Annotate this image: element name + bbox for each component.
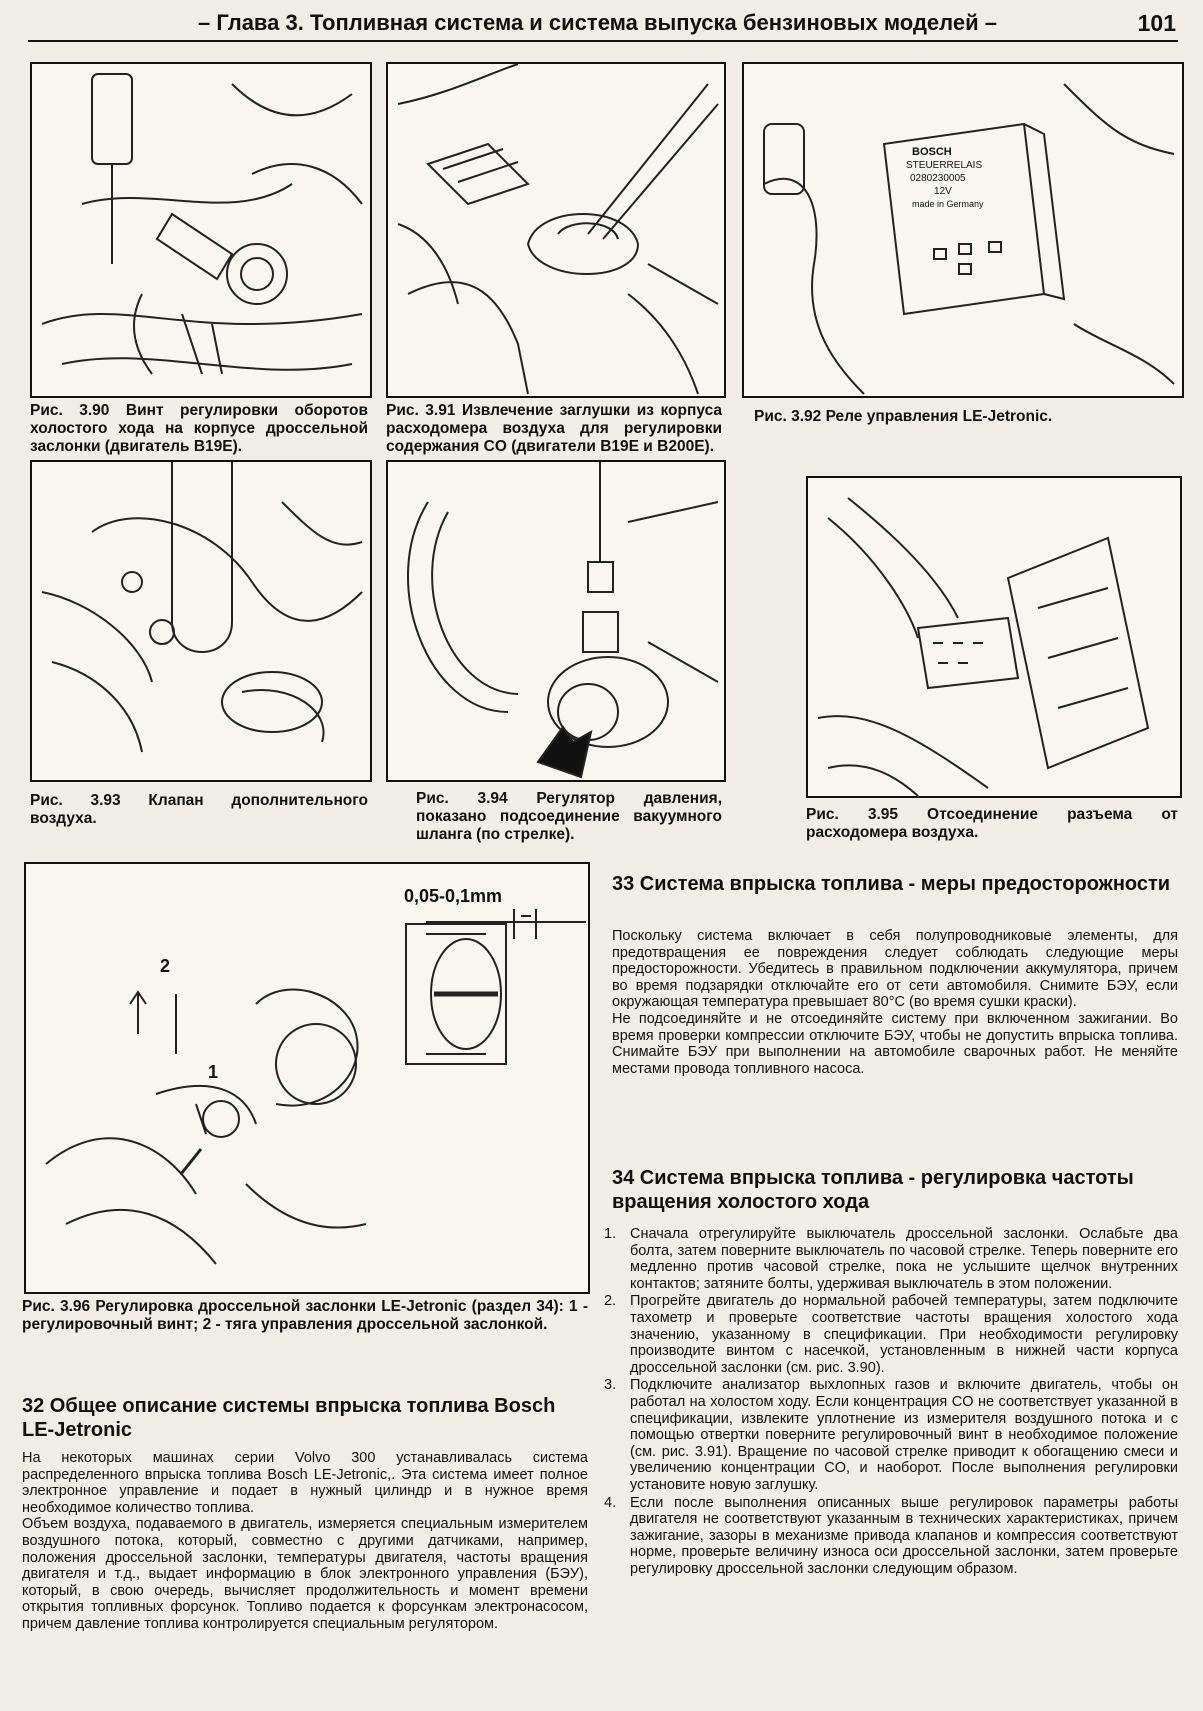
section-34-heading: 34 Система впрыска топлива - регулировка частоты вращения холостого хода — [612, 1167, 1134, 1213]
relay-voltage: 12V — [934, 186, 952, 197]
section-34-steps — [604, 1226, 1178, 1578]
caption-3-91: Рис. 3.91 Извлечение заглушки из корпуса расходомера воздуха для регулировки содержания CO (двигатели B19E и B200E). — [386, 402, 722, 455]
caption-3-92: Рис. 3.92 Реле управления LE-Jetronic. — [754, 408, 1053, 425]
relay-brand: BOSCH — [912, 146, 952, 158]
page-header — [28, 6, 1178, 42]
page-number: 101 — [1137, 10, 1176, 36]
fig-3-94-drawing — [388, 462, 724, 780]
fig-3-92-drawing — [744, 64, 1182, 396]
step-number: 4. — [604, 1494, 617, 1511]
caption-3-94: Рис. 3.94 Регулятор давления, показано подсоединение вакуумного шланга (по стрелке). — [416, 790, 722, 843]
list-item — [604, 1226, 1178, 1292]
section-33-heading: 33 Система впрыска топлива - меры предосторожности — [612, 873, 1171, 895]
step-text: Подключите анализатор выхлопных газов и включите двигатель, чтобы он работал на холостом ходу. Если концентрация CO не соответствует указанной в спецификации, извлеките уплотнение из измерителя воздушного потока и с помощью отвертки поверните регулировочный винт в необходимое положение (см. рис. 3.91). Вращение по часовой стрелке приводит к обогащению смеси и увеличению концентрации CO, и наоборот. После выполнения регулировки установите новую заглушку. — [630, 1377, 1178, 1493]
fig-3-90-drawing — [32, 64, 370, 396]
section-32-paragraph: На некоторых машинах серии Volvo 300 устанавливалась система распределенного впрыска топлива Bosch LE-Jetronic,. Эта система имеет полное электронное управление и подает в нужный цилиндр и в нужное время необходимое количество топлива. — [22, 1450, 588, 1516]
caption-3-96: Рис. 3.96 Регулировка дроссельной заслонки LE-Jetronic (раздел 34): 1 - регулировочный винт; 2 - тяга управления дроссельной заслонкой. — [22, 1298, 588, 1333]
figure-3-91 — [386, 62, 726, 398]
figure-3-90 — [30, 62, 372, 398]
callout-1: 1 — [208, 1062, 219, 1082]
figure-3-93 — [30, 460, 372, 782]
dimension-label: 0,05-0,1mm — [404, 886, 503, 906]
list-item — [604, 1495, 1178, 1578]
caption-3-90: Рис. 3.90 Винт регулировки оборотов холостого хода на корпусе дроссельной заслонки (двигатель B19E). — [30, 402, 368, 455]
section-32-body — [22, 1450, 588, 1633]
section-32-paragraph: Объем воздуха, подаваемого в двигатель, измеряется специальным измерителем воздушного потока, который, совместно с другими датчиками, например, положения дроссельной заслонки, температуры двигателя, частоты вращения двигателя и т.д., выдает информацию в блок электронного управления (БЭУ), который, в свою очередь, вычисляет продолжительность и момент времени открытия топливных форсунок. Топливо подается к форсункам электронасосом, причем давление топлива контролируется специальным регулятором. — [22, 1516, 588, 1632]
relay-origin: made in Germany — [912, 199, 984, 209]
caption-3-95: Рис. 3.95 Отсоединение разъема от расходомера воздуха. — [806, 806, 1178, 841]
step-text: Сначала отрегулируйте выключатель дроссельной заслонки. Ослабьте два болта, затем поверните выключатель по часовой стрелке. Теперь поверните его медленно против часовой стрелке, пока не услышите щелчок внутренних контактов; затяните болты, удерживая выключатель в этом положении. — [630, 1226, 1178, 1292]
section-33-paragraph: Не подсоединяйте и не отсоединяйте систему при включенном зажигании. Во время проверки компрессии отключите БЭУ, чтобы не допустить впрыска топлива. Снимайте БЭУ при выполнении на автомобиле сварочных работ. Не меняйте местами провода топливного насоса. — [612, 1010, 1178, 1077]
fig-3-91-drawing — [388, 64, 724, 396]
relay-type: STEUERRELAIS — [906, 160, 983, 171]
fig-3-93-drawing — [32, 462, 370, 780]
figure-3-94 — [386, 460, 726, 782]
figure-3-95 — [806, 476, 1182, 798]
chapter-title: – Глава 3. Топливная система и система выпуска бензиновых моделей – — [198, 10, 997, 35]
figure-3-96 — [24, 862, 590, 1294]
list-item — [604, 1377, 1178, 1493]
step-text: Прогрейте двигатель до нормальной рабочей температуры, затем подключите тахометр и проверьте соответствие частоты вращения холостого хода значению, указанному в спецификации. При необходимости регулировку производите винтом с насечкой, установленным в нижней части корпуса дроссельной заслонки (см. рис. 3.90). — [630, 1293, 1178, 1376]
section-33-body — [612, 928, 1178, 1077]
fig-3-96-drawing — [26, 864, 588, 1292]
step-number: 2. — [604, 1293, 617, 1310]
step-number: 1. — [604, 1226, 617, 1242]
section-32-heading: 32 Общее описание системы впрыска топлива Bosch LE-Jetronic — [22, 1395, 556, 1441]
list-item — [604, 1293, 1178, 1376]
step-text: Если после выполнения описанных выше регулировок параметры работы двигателя не соответствуют указанным в технических характеристиках, причем зажигание, зазоры в механизме привода клапанов и компрессия соответствуют норме, проверьте величину износа оси дроссельной заслонки, затем проверьте регулировку дроссельной заслонки следующим образом. — [630, 1494, 1178, 1577]
caption-3-93: Рис. 3.93 Клапан дополнительного воздуха. — [30, 792, 368, 827]
section-33-paragraph: Поскольку система включает в себя полупроводниковые элементы, для предотвращения ее повреждения следует соблюдать следующие меры предосторожности. Убедитесь в правильном подключении аккумулятора, причем во время подзарядки отключайте его от сети автомобиля. Снимите БЭУ, если окружающая температура превышает 80°C (во время сушки краски). — [612, 928, 1178, 1011]
relay-partno: 0280230005 — [910, 173, 966, 184]
step-number: 3. — [604, 1377, 617, 1394]
fig-3-95-drawing — [808, 478, 1180, 796]
callout-2: 2 — [160, 956, 171, 976]
figure-3-92 — [742, 62, 1184, 398]
